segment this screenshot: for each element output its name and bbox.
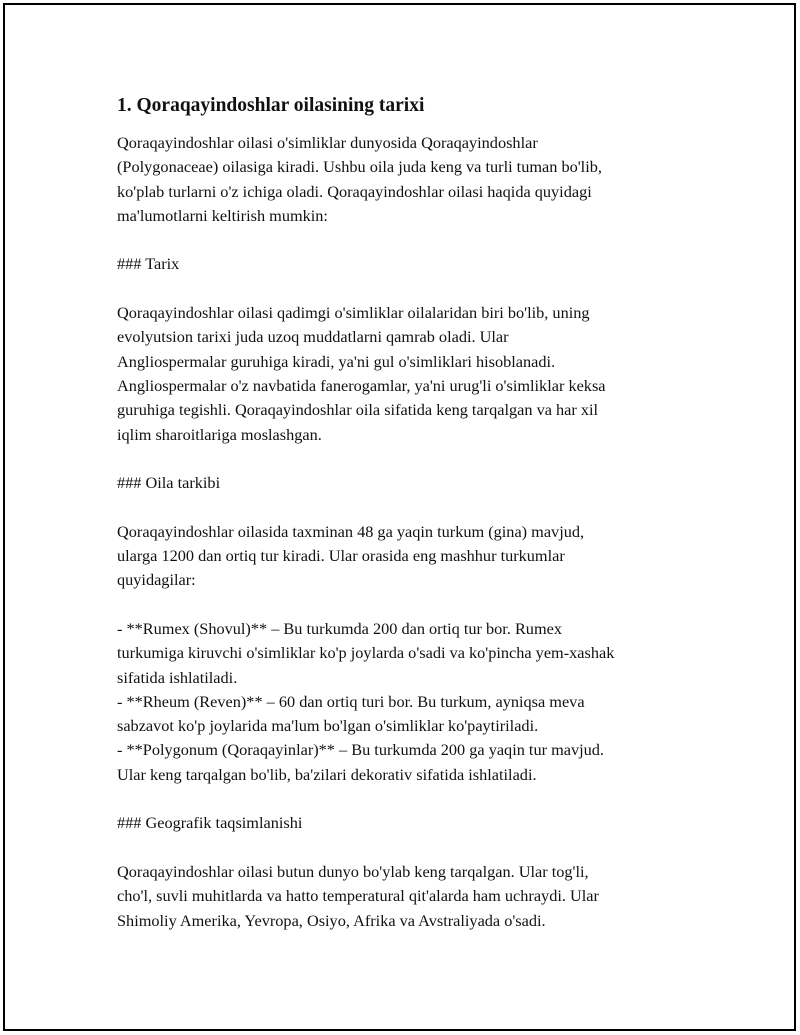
text-line: guruhiga tegishli. Qoraqayindoshlar oila sifatida keng tarqalgan va har xil <box>117 400 599 420</box>
text-line: Angliospermalar guruhiga kiradi, ya'ni gul o'simliklari hisoblanadi. <box>117 351 556 371</box>
text-line: quyidagilar: <box>117 570 196 590</box>
list-item-line: - **Rumex (Shovul)** – Bu turkumda 200 dan ortiq tur bor. Rumex <box>117 618 562 638</box>
section-heading-geografik <box>117 811 697 835</box>
text-line: Qoraqayindoshlar oilasi o'simliklar dunyosida Qoraqayindoshlar <box>117 133 538 152</box>
list-item-line: - **Rheum (Reven)** – 60 dan ortiq turi bor. Bu turkum, ayniqsa meva <box>117 691 585 711</box>
text-line: ### Tarix <box>117 254 180 274</box>
text-line: (Polygonaceae) oilasiga kiradi. Ushbu oila juda keng va turli tuman bo'lib, <box>117 157 602 177</box>
geografik-paragraph <box>117 860 697 933</box>
document-body <box>117 94 697 957</box>
text-line: evolyutsion tarixi juda uzoq muddatlarni qamrab oladi. Ular <box>117 327 509 347</box>
tarix-paragraph <box>117 301 697 447</box>
text-line: ### Geografik taqsimlanishi <box>117 813 303 833</box>
text-line: iqlim sharoitlariga moslashgan. <box>117 424 322 444</box>
list-item-line: Ular keng tarqalgan bo'lib, ba'zilari dekorativ sifatida ishlatiladi. <box>117 764 537 784</box>
section-heading-tarix <box>117 252 697 276</box>
text-line: ko'plab turlarni o'z ichiga oladi. Qoraqayindoshlar oilasi haqida quyidagi <box>117 181 592 201</box>
section-heading-oila-tarkibi <box>117 471 697 495</box>
text-line: ma'lumotlarni keltirish mumkin: <box>117 205 328 225</box>
list-item-line: - **Polygonum (Qoraqayinlar)** – Bu turkumda 200 ga yaqin tur mavjud. <box>117 740 604 760</box>
text-line: Shimoliy Amerika, Yevropa, Osiyo, Afrika va Avstraliyada o'sadi. <box>117 910 546 930</box>
text-line: cho'l, suvli muhitlarda va hatto temperatural qit'alarda ham uchraydi. Ular <box>117 886 599 906</box>
list-item-line: turkumiga kiruvchi o'simliklar ko'p joylarda o'sadi va ko'pincha yem-xashak <box>117 643 615 663</box>
list-item-line: sifatida ishlatiladi. <box>117 667 238 687</box>
text-line: Qoraqayindoshlar oilasida taxminan 48 ga yaqin turkum (gina) mavjud, <box>117 521 585 541</box>
turkum-list <box>117 617 697 787</box>
intro-paragraph <box>117 131 697 228</box>
text-line: ularga 1200 dan ortiq tur kiradi. Ular orasida eng mashhur turkumlar <box>117 546 565 566</box>
document-title: 1. Qoraqayindoshlar oilasining tarixi <box>117 95 425 116</box>
text-line: Qoraqayindoshlar oilasi butun dunyo bo'ylab keng tarqalgan. Ular tog'li, <box>117 861 589 881</box>
text-line: ### Oila tarkibi <box>117 473 221 493</box>
text-line: Angliospermalar o'z navbatida fanerogamlar, ya'ni urug'li o'simliklar keksa <box>117 375 606 395</box>
text-line: Qoraqayindoshlar oilasi qadimgi o'simliklar oilalaridan biri bo'lib, uning <box>117 303 590 323</box>
oila-tarkibi-paragraph <box>117 520 697 593</box>
list-item-line: sabzavot ko'p joylarida ma'lum bo'lgan o'simliklar ko'paytiriladi. <box>117 716 539 736</box>
